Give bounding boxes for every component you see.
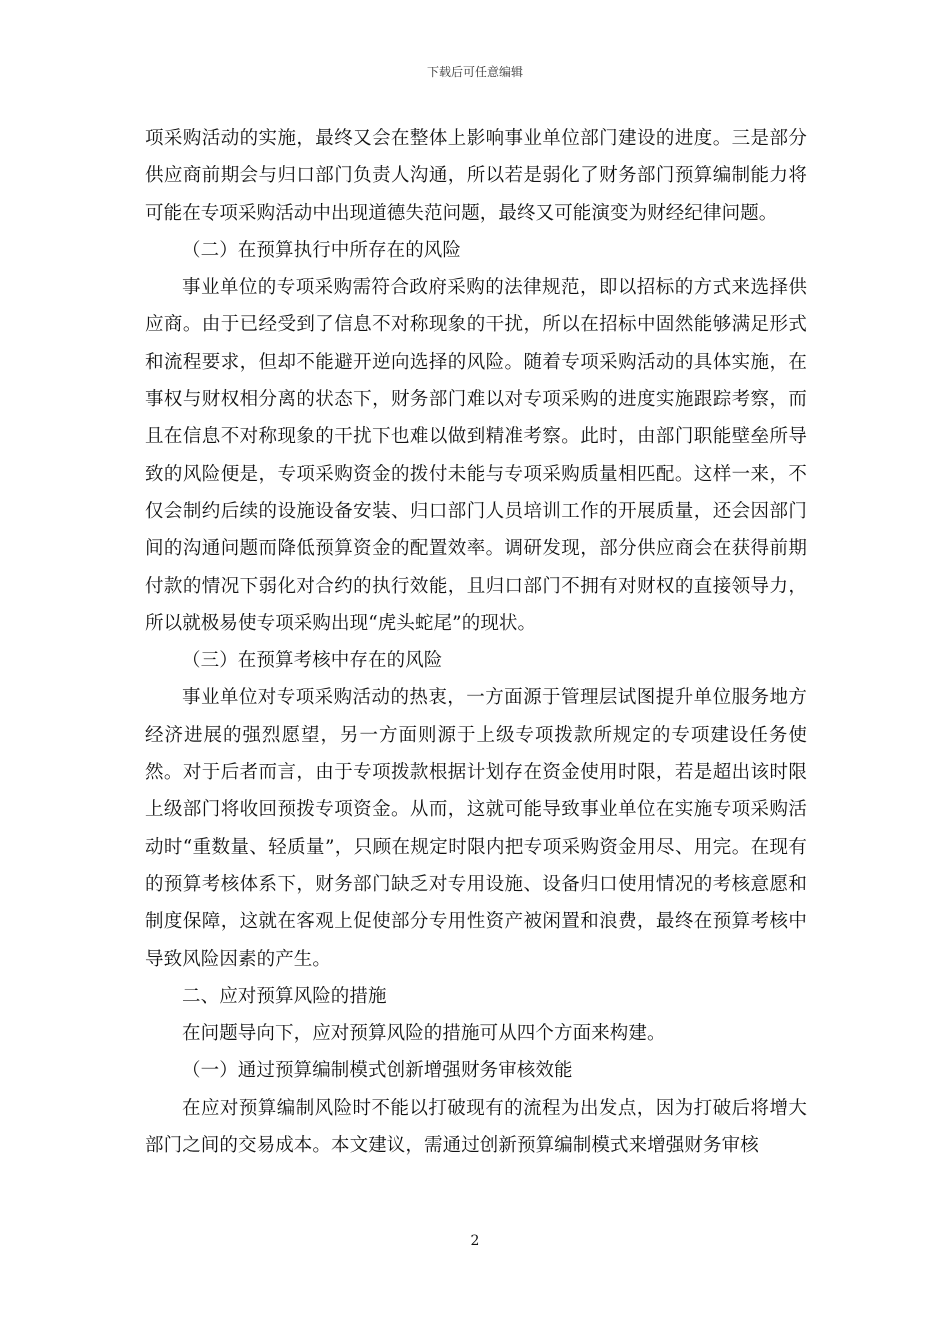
paragraph-budget-assessment: 事业单位对专项采购活动的热衷，一方面源于管理层试图提升单位服务地方经济进展的强烈愿望，另一方面则源于上级专项拨款所规定的专项建设任务使然。对于后者而言，由于专项拨款根据计划存在资金使用时限，若是超出该时限上级部门将收回预拨专项资金。从而，这就可能导致事业单位在实施专项采购活动时“重数量、轻质量”，只顾在规定时限内把专项采购资金用尽、用完。在现有的预算考核体系下，财务部门缺乏对专用设施、设备归口使用情况的考核意愿和制度保障，这就在客观上促使部分专用性资产被闲置和浪费，最终在预算考核中导致风险因素的产生。 [145, 687, 807, 970]
section-heading-countermeasures: 二、应对预算风险的措施 [182, 985, 387, 1007]
section-heading-budget-compilation: （一）通过预算编制模式创新增强财务审核效能 [182, 1060, 573, 1082]
paragraph-continuation: 项采购活动的实施，最终又会在整体上影响事业单位部门建设的进度。三是部分供应商前期会与归口部门负责人沟通，所以若是弱化了财务部门预算编制能力将可能在专项采购活动中出现道德失范问题，最终又可能演变为财经纪律问题。 [145, 128, 807, 224]
paragraph-countermeasures-intro: 在问题导向下，应对预算风险的措施可从四个方面来构建。 [182, 1023, 666, 1045]
section-heading-budget-execution: （二）在预算执行中所存在的风险 [182, 239, 462, 261]
document-body [145, 120, 807, 1164]
page-number: 2 [470, 1233, 480, 1249]
page-header: 下载后可任意编辑 [426, 65, 523, 79]
paragraph-budget-compilation: 在应对预算编制风险时不能以打破现有的流程为出发点，因为打破后将增大部门之间的交易成本。本文建议，需通过创新预算编制模式来增强财务审核 [145, 1097, 807, 1157]
section-heading-budget-assessment: （三）在预算考核中存在的风险 [182, 650, 443, 672]
paragraph-budget-execution: 事业单位的专项采购需符合政府采购的法律规范，即以招标的方式来选择供应商。由于已经受到了信息不对称现象的干扰，所以在招标中固然能够满足形式和流程要求，但却不能避开逆向选择的风险。随着专项采购活动的具体实施，在事权与财权相分离的状态下，财务部门难以对专项采购的进度实施跟踪考察，而且在信息不对称现象的干扰下也难以做到精准考察。此时，由部门职能壁垒所导致的风险便是，专项采购资金的拨付未能与专项采购质量相匹配。这样一来，不仅会制约后续的设施设备安装、归口部门人员培训工作的开展质量，还会因部门间的沟通问题而降低预算资金的配置效率。调研发现，部分供应商会在获得前期付款的情况下弱化对合约的执行效能，且归口部门不拥有对财权的直接领导力，所以就极易使专项采购出现“虎头蛇尾”的现状。 [145, 277, 807, 634]
